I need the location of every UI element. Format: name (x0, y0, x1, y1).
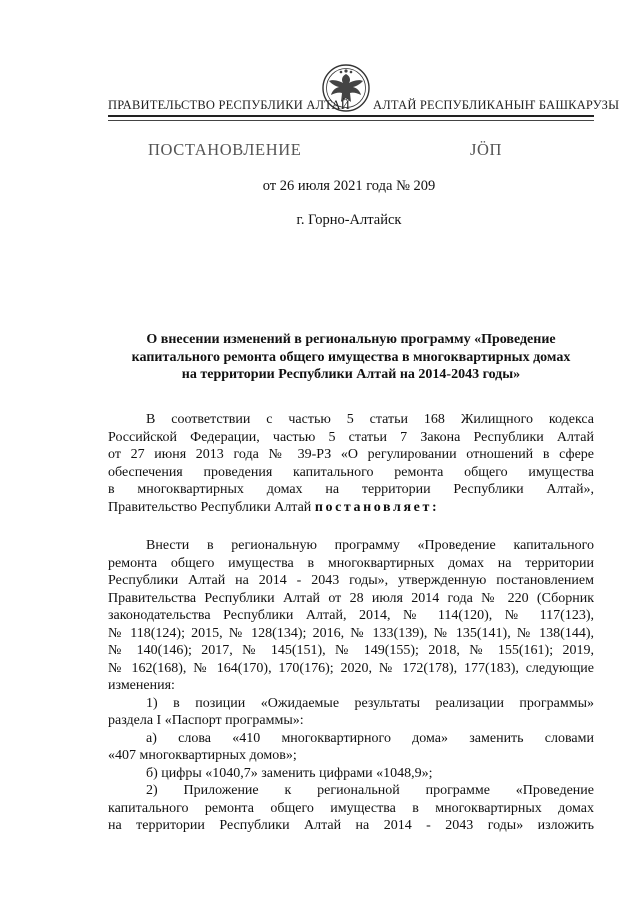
text-line: раздела I «Паспорт программы»: (108, 713, 304, 728)
header-left-org-name: ПРАВИТЕЛЬСТВО РЕСПУБЛИКИ АЛТАЙ (108, 98, 350, 112)
text-line: от 27 июня 2013 года № 39-РЗ «О регулировании отношений в сфере (108, 447, 594, 462)
decree-keyword: постановляет: (314, 499, 440, 515)
header-right-org-name: АЛТАЙ РЕСПУБЛИКАНЫҤ БАШКАРУЗЫ (373, 98, 620, 112)
text-line: обеспечения проведения капитального ремонта общего имущества (108, 464, 594, 480)
text-line: № 140(146); 2017, № 145(151), № 149(155); 2018, № 155(161); 2019, (108, 643, 594, 658)
preamble-paragraph (108, 411, 594, 516)
text-line: № 118(124); 2015, № 128(134); 2016, № 133(139), № 135(141), № 138(144), (108, 625, 594, 641)
header-rule-thick (108, 115, 594, 117)
text-line: капитального ремонта общего имущества в многоквартирных домах (108, 800, 594, 816)
title-line: О внесении изменений в региональную программу «Проведение (146, 332, 556, 347)
header-rule-thin (108, 120, 594, 121)
text-line: 1) в позиции «Ожидаемые результаты реализации программы» (146, 695, 594, 711)
doc-type-ru: ПОСТАНОВЛЕНИЕ (148, 140, 302, 159)
title-line: капитального ремонта общего имущества в многоквартирных домах (131, 349, 571, 365)
text-line: ремонта общего имущества в многоквартирных домах на территории (108, 555, 594, 571)
government-name: Правительство Республики Алтай (108, 499, 312, 515)
title-line: на территории Республики Алтай на 2014-2043 годы» (181, 367, 521, 382)
text-line: «407 многоквартирных домов»; (108, 748, 297, 763)
text-line: 2) Приложение к региональной программе «Проведение (146, 783, 594, 798)
text-line: изменения: (108, 678, 175, 693)
doc-date: от 26 июля 2021 года № 209 (262, 178, 436, 194)
text-line: законодательства Республики Алтай, 2014, № 114(120), № 117(123), (108, 608, 594, 623)
text-line: в многоквартирных домах на территории Республики Алтай», (108, 482, 594, 497)
text-line: а) слова «410 многоквартирного дома» заменить словами (146, 730, 594, 746)
text-line: Республики Алтай на 2014 - 2043 годы», утвержденную постановлением (108, 573, 594, 588)
text-line: б) цифры «1040,7» заменить цифрами «1048,9»; (146, 765, 433, 781)
doc-type-alt: JӦП (470, 140, 503, 159)
text-line (108, 499, 594, 517)
text-line: № 162(168), № 164(170), 170(176); 2020, № 172(178), 177(183), следующие (108, 660, 594, 676)
text-line: на территории Республики Алтай на 2014 - 2043 годы» изложить (108, 818, 594, 833)
text-line: В соответствии с частью 5 статьи 168 Жилищного кодекса (146, 412, 594, 427)
text-line: Правительства Республики Алтай от 28 июля 2014 года № 220 (Сборник (108, 590, 594, 606)
doc-title (108, 331, 594, 384)
text-line: Российской Федерации, частью 5 статьи 7 Закона Республики Алтай (108, 429, 594, 445)
decree-body (108, 537, 594, 835)
doc-city: г. Горно-Алтайск (296, 212, 402, 228)
text-line: Внести в региональную программу «Проведение капитального (146, 538, 594, 553)
